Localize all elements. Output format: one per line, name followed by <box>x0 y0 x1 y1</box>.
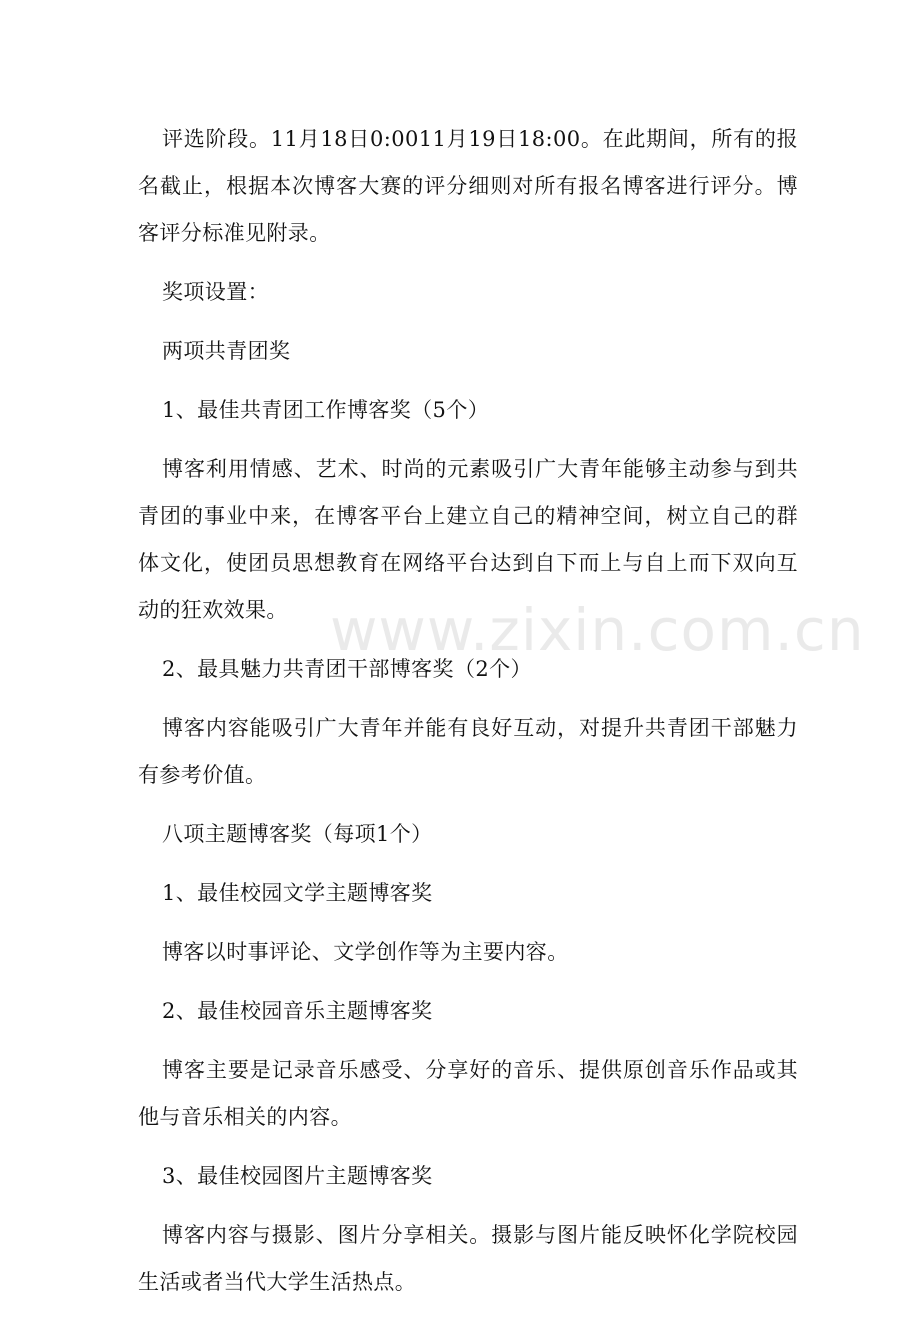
document-body <box>138 116 798 1318</box>
paragraph-award-setup: 奖项设置： <box>162 280 269 304</box>
paragraph-charming-cadre-desc: 博客内容能吸引广大青年并能有良好互动，对提升共青团干部魅力有参考价值。 <box>138 716 798 787</box>
item-photo-blog: 3、最佳校园图片主题博客奖 <box>162 1164 433 1188</box>
heading-league-awards: 两项共青团奖 <box>162 339 291 363</box>
paragraph-music-desc: 博客主要是记录音乐感受、分享好的音乐、提供原创音乐作品或其他与音乐相关的内容。 <box>138 1058 798 1129</box>
paragraph-photo-desc: 博客内容与摄影、图片分享相关。摄影与图片能反映怀化学院校园生活或者当代大学生活热点。 <box>138 1223 798 1294</box>
item-literature-blog: 1、最佳校园文学主题博客奖 <box>162 881 433 905</box>
item-charming-cadre-blog: 2、最具魅力共青团干部博客奖（2个） <box>162 657 532 681</box>
watermark: www.zixin.com.cn <box>330 596 865 664</box>
heading-theme-awards: 八项主题博客奖（每项1个） <box>162 822 433 846</box>
item-music-blog: 2、最佳校园音乐主题博客奖 <box>162 999 433 1023</box>
paragraph-literature-desc: 博客以时事评论、文学创作等为主要内容。 <box>162 940 569 964</box>
paragraph-judging-stage: 评选阶段。11月18日0:0011月19日18:00。在此期间，所有的报名截止，根据本次博客大赛的评分细则对所有报名博客进行评分。博客评分标准见附录。 <box>138 127 798 245</box>
paragraph-best-league-work-desc: 博客利用情感、艺术、时尚的元素吸引广大青年能够主动参与到共青团的事业中来，在博客平台上建立自己的精神空间，树立自己的群体文化，使团员思想教育在网络平台达到自下而上与自上而下双向互动的狂欢效果。 <box>138 457 798 622</box>
item-best-league-work-blog: 1、最佳共青团工作博客奖（5个） <box>162 398 490 422</box>
